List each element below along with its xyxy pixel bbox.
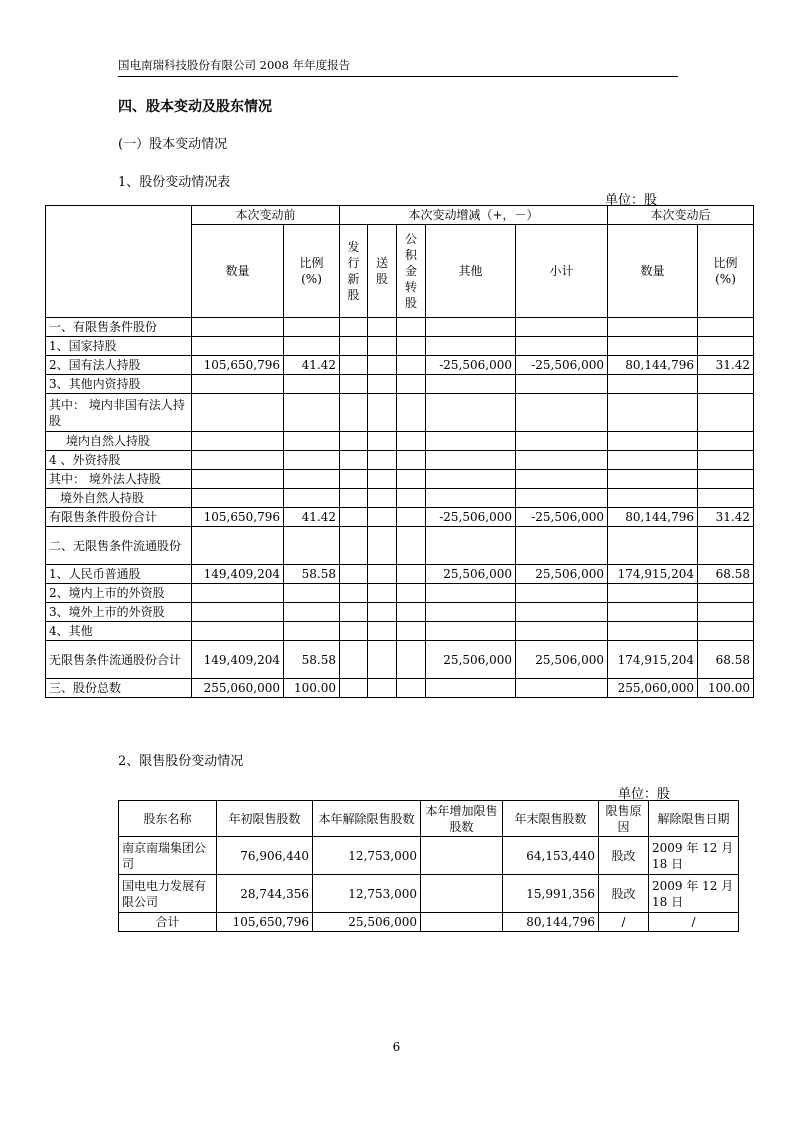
- table-cell: [426, 375, 516, 394]
- table-cell: 股改: [599, 875, 649, 913]
- table-cell: [368, 489, 397, 508]
- header-after: 本次变动后: [608, 206, 754, 225]
- table-cell: [340, 679, 368, 698]
- table-cell: [368, 603, 397, 622]
- table-cell: [340, 451, 368, 470]
- table-cell: [368, 508, 397, 527]
- table-cell: [516, 394, 608, 432]
- table-cell: [192, 470, 284, 489]
- table-row: [46, 394, 754, 432]
- table2-unit: 单位：股: [618, 787, 671, 802]
- page-number: 6: [392, 1040, 401, 1054]
- table-row: [46, 565, 754, 584]
- page-header: 国电南瑞科技股份有限公司 2008 年年度报告: [118, 57, 678, 77]
- table-cell: 2009 年 12 月 18 日: [649, 837, 739, 875]
- table-cell: 2009 年 12 月 18 日: [649, 875, 739, 913]
- table-cell: [340, 584, 368, 603]
- table-cell: 25,506,000: [426, 565, 516, 584]
- table-cell: [192, 451, 284, 470]
- table-cell: 100.00: [284, 679, 340, 698]
- table-cell: [368, 318, 397, 337]
- table-cell: /: [599, 913, 649, 932]
- table-cell: [368, 375, 397, 394]
- table-cell: 12,753,000: [313, 837, 421, 875]
- table-cell: [192, 603, 284, 622]
- table2-caption: 2、限售股份变动情况: [118, 754, 244, 769]
- table-cell: 64,153,440: [503, 837, 599, 875]
- share-change-table: [45, 205, 754, 698]
- row-label: 2、境内上市的外资股: [46, 584, 192, 603]
- header-qty-after: 数量: [608, 225, 698, 318]
- table-cell: [421, 913, 503, 932]
- table-row: [46, 527, 754, 565]
- table-cell: 255,060,000: [192, 679, 284, 698]
- table-cell: [516, 337, 608, 356]
- table-cell: [397, 622, 426, 641]
- table-row: [46, 584, 754, 603]
- table-cell: 国电电力发展有限公司: [119, 875, 217, 913]
- table-cell: 25,506,000: [516, 565, 608, 584]
- table-cell: [284, 318, 340, 337]
- table-cell: [516, 489, 608, 508]
- table-cell: [397, 565, 426, 584]
- table-cell: [192, 622, 284, 641]
- table-cell: [608, 432, 698, 451]
- table-cell: 25,506,000: [313, 913, 421, 932]
- table-cell: [340, 622, 368, 641]
- table-cell: [368, 584, 397, 603]
- table-cell: 25,506,000: [516, 641, 608, 679]
- table-cell: [284, 470, 340, 489]
- table-row: [119, 875, 739, 913]
- table-cell: [426, 527, 516, 565]
- row-label: 4、其他: [46, 622, 192, 641]
- table-cell: [284, 337, 340, 356]
- table-cell: [397, 470, 426, 489]
- table-cell: [340, 489, 368, 508]
- table-cell: [698, 394, 754, 432]
- table-cell: -25,506,000: [426, 508, 516, 527]
- row-label: 4 、外资持股: [46, 451, 192, 470]
- table-cell: 15,991,356: [503, 875, 599, 913]
- header-reserve: 公 积 金 转 股: [397, 225, 426, 318]
- row-label: 其中： 境内非国有法人持股: [46, 394, 192, 432]
- table-cell: 合计: [119, 913, 217, 932]
- table-cell: [284, 622, 340, 641]
- table-cell: [284, 451, 340, 470]
- table-row: [119, 913, 739, 932]
- table-cell: 76,906,440: [217, 837, 313, 875]
- table-cell: [397, 394, 426, 432]
- header-ratio-before: 比例 (%): [284, 225, 340, 318]
- header-change: 本次变动增减（+，－）: [340, 206, 608, 225]
- table-cell: [340, 432, 368, 451]
- table-cell: [368, 622, 397, 641]
- header-ratio-after: 比例 (%): [698, 225, 754, 318]
- table-cell: [698, 489, 754, 508]
- table-cell: [426, 679, 516, 698]
- table-cell: [192, 394, 284, 432]
- table-cell: [340, 337, 368, 356]
- table-cell: 58.58: [284, 641, 340, 679]
- table-cell: [516, 451, 608, 470]
- table-cell: [192, 318, 284, 337]
- table-cell: [516, 679, 608, 698]
- row-label: 1、国家持股: [46, 337, 192, 356]
- table-cell: 105,650,796: [192, 508, 284, 527]
- table-row: [46, 489, 754, 508]
- table-cell: [340, 565, 368, 584]
- column-header: 年初限售股数: [217, 801, 313, 837]
- table-cell: 149,409,204: [192, 641, 284, 679]
- table-cell: [426, 603, 516, 622]
- table-cell: [608, 394, 698, 432]
- table-cell: [397, 679, 426, 698]
- table-cell: [368, 451, 397, 470]
- table-cell: [340, 318, 368, 337]
- table-cell: [516, 318, 608, 337]
- row-label: 三、股份总数: [46, 679, 192, 698]
- table-cell: [368, 356, 397, 375]
- table-cell: [397, 375, 426, 394]
- table-cell: [397, 337, 426, 356]
- table-cell: [608, 375, 698, 394]
- table-cell: [426, 337, 516, 356]
- table-cell: [516, 603, 608, 622]
- table-cell: [698, 451, 754, 470]
- table-cell: [340, 527, 368, 565]
- table-cell: [426, 318, 516, 337]
- section-title: 四、股本变动及股东情况: [118, 99, 272, 115]
- table-row: [46, 603, 754, 622]
- table-cell: [368, 527, 397, 565]
- table-cell: 174,915,204: [608, 641, 698, 679]
- header-qty-before: 数量: [192, 225, 284, 318]
- header-subtotal: 小计: [516, 225, 608, 318]
- column-header: 限售原因: [599, 801, 649, 837]
- table-cell: [698, 622, 754, 641]
- table-cell: [698, 337, 754, 356]
- table-cell: -25,506,000: [426, 356, 516, 375]
- table-cell: [397, 527, 426, 565]
- corner-cell: [46, 206, 192, 318]
- column-header: 股东名称: [119, 801, 217, 837]
- table-cell: [368, 641, 397, 679]
- row-label: 无限售条件流通股份合计: [46, 641, 192, 679]
- table-row: [46, 337, 754, 356]
- table-cell: [421, 875, 503, 913]
- table-cell: [368, 394, 397, 432]
- table-cell: [284, 603, 340, 622]
- table-cell: [368, 337, 397, 356]
- table-cell: [516, 470, 608, 489]
- column-header: 本年解除限售股数: [313, 801, 421, 837]
- table-row: [46, 641, 754, 679]
- table-cell: 31.42: [698, 356, 754, 375]
- table-cell: [340, 356, 368, 375]
- table-cell: -25,506,000: [516, 356, 608, 375]
- table-cell: [192, 375, 284, 394]
- table-cell: 28,744,356: [217, 875, 313, 913]
- table-row: [46, 622, 754, 641]
- table-cell: 12,753,000: [313, 875, 421, 913]
- table-cell: [608, 451, 698, 470]
- row-label: 境外自然人持股: [46, 489, 192, 508]
- header-before: 本次变动前: [192, 206, 340, 225]
- table-cell: 68.58: [698, 565, 754, 584]
- header-other: 其他: [426, 225, 516, 318]
- table-cell: [426, 394, 516, 432]
- table-row: [46, 432, 754, 451]
- table-cell: [397, 356, 426, 375]
- table-cell: [284, 584, 340, 603]
- table-cell: [284, 375, 340, 394]
- table-cell: 80,144,796: [608, 356, 698, 375]
- table-cell: [340, 641, 368, 679]
- row-label: 3、境外上市的外资股: [46, 603, 192, 622]
- table-row: [46, 318, 754, 337]
- table-cell: 105,650,796: [192, 356, 284, 375]
- table-cell: 25,506,000: [426, 641, 516, 679]
- table-cell: 31.42: [698, 508, 754, 527]
- table-cell: -25,506,000: [516, 508, 608, 527]
- table-cell: 南京南瑞集团公司: [119, 837, 217, 875]
- table-row: [46, 508, 754, 527]
- table-cell: [340, 603, 368, 622]
- row-label: 1、人民币普通股: [46, 565, 192, 584]
- row-label: 2、国有法人持股: [46, 356, 192, 375]
- table-row: [46, 679, 754, 698]
- table-cell: 100.00: [698, 679, 754, 698]
- table-cell: [397, 451, 426, 470]
- restricted-shares-table: [118, 800, 739, 932]
- table-cell: [397, 318, 426, 337]
- table-cell: [608, 470, 698, 489]
- table-row: [119, 837, 739, 875]
- table-cell: [368, 565, 397, 584]
- table1-unit: 单位：股: [605, 193, 658, 208]
- table-cell: [698, 470, 754, 489]
- table-cell: [608, 603, 698, 622]
- table-cell: [284, 394, 340, 432]
- table-row: [46, 451, 754, 470]
- table-cell: 80,144,796: [503, 913, 599, 932]
- table-cell: [698, 432, 754, 451]
- table-cell: [698, 375, 754, 394]
- table-cell: [397, 508, 426, 527]
- table-cell: [421, 837, 503, 875]
- table-cell: [608, 318, 698, 337]
- table-cell: /: [649, 913, 739, 932]
- table-cell: [192, 337, 284, 356]
- table-cell: [192, 489, 284, 508]
- table-cell: [698, 603, 754, 622]
- table-cell: [426, 489, 516, 508]
- table-cell: [426, 584, 516, 603]
- table-cell: 58.58: [284, 565, 340, 584]
- column-header: 年末限售股数: [503, 801, 599, 837]
- table-cell: [368, 432, 397, 451]
- table-cell: [608, 337, 698, 356]
- table-cell: [397, 603, 426, 622]
- column-header: 本年增加限售股数: [421, 801, 503, 837]
- row-label: 有限售条件股份合计: [46, 508, 192, 527]
- table-cell: [340, 508, 368, 527]
- table-cell: [284, 432, 340, 451]
- table-cell: [608, 527, 698, 565]
- table-cell: [368, 679, 397, 698]
- table-cell: [340, 375, 368, 394]
- table-row: [46, 470, 754, 489]
- table-cell: [608, 622, 698, 641]
- table-cell: [698, 584, 754, 603]
- table-cell: 68.58: [698, 641, 754, 679]
- table-cell: [397, 641, 426, 679]
- row-label: 一、有限售条件股份: [46, 318, 192, 337]
- table-cell: [426, 470, 516, 489]
- header-bonus: 送 股: [368, 225, 397, 318]
- table-row: [46, 375, 754, 394]
- table-cell: [516, 432, 608, 451]
- table-cell: [340, 394, 368, 432]
- table-cell: [192, 527, 284, 565]
- table-cell: [426, 451, 516, 470]
- table-cell: [698, 318, 754, 337]
- table-cell: 41.42: [284, 508, 340, 527]
- table-cell: [284, 527, 340, 565]
- table-cell: [426, 432, 516, 451]
- table-row: [46, 356, 754, 375]
- table-cell: [340, 470, 368, 489]
- table-cell: 149,409,204: [192, 565, 284, 584]
- table1-caption: 1、股份变动情况表: [118, 175, 231, 190]
- table-cell: [284, 489, 340, 508]
- table-cell: 255,060,000: [608, 679, 698, 698]
- table-cell: [192, 432, 284, 451]
- column-header: 解除限售日期: [649, 801, 739, 837]
- row-label: 其中： 境外法人持股: [46, 470, 192, 489]
- section-subtitle: (一）股本变动情况: [118, 137, 228, 152]
- table-cell: [516, 375, 608, 394]
- table-cell: 105,650,796: [217, 913, 313, 932]
- header-issue: 发 行 新 股: [340, 225, 368, 318]
- row-label: 境内自然人持股: [46, 432, 192, 451]
- table-cell: [608, 584, 698, 603]
- table-cell: 174,915,204: [608, 565, 698, 584]
- table-cell: [516, 622, 608, 641]
- table-cell: [397, 489, 426, 508]
- table-cell: [426, 622, 516, 641]
- table-cell: [397, 432, 426, 451]
- table-cell: 股改: [599, 837, 649, 875]
- row-label: 二、无限售条件流通股份: [46, 527, 192, 565]
- table-cell: [192, 584, 284, 603]
- table-cell: [368, 470, 397, 489]
- table-cell: [698, 527, 754, 565]
- table-cell: [397, 584, 426, 603]
- table-cell: [516, 584, 608, 603]
- table-cell: [516, 527, 608, 565]
- row-label: 3、其他内资持股: [46, 375, 192, 394]
- table-cell: 80,144,796: [608, 508, 698, 527]
- table-cell: 41.42: [284, 356, 340, 375]
- table-cell: [608, 489, 698, 508]
